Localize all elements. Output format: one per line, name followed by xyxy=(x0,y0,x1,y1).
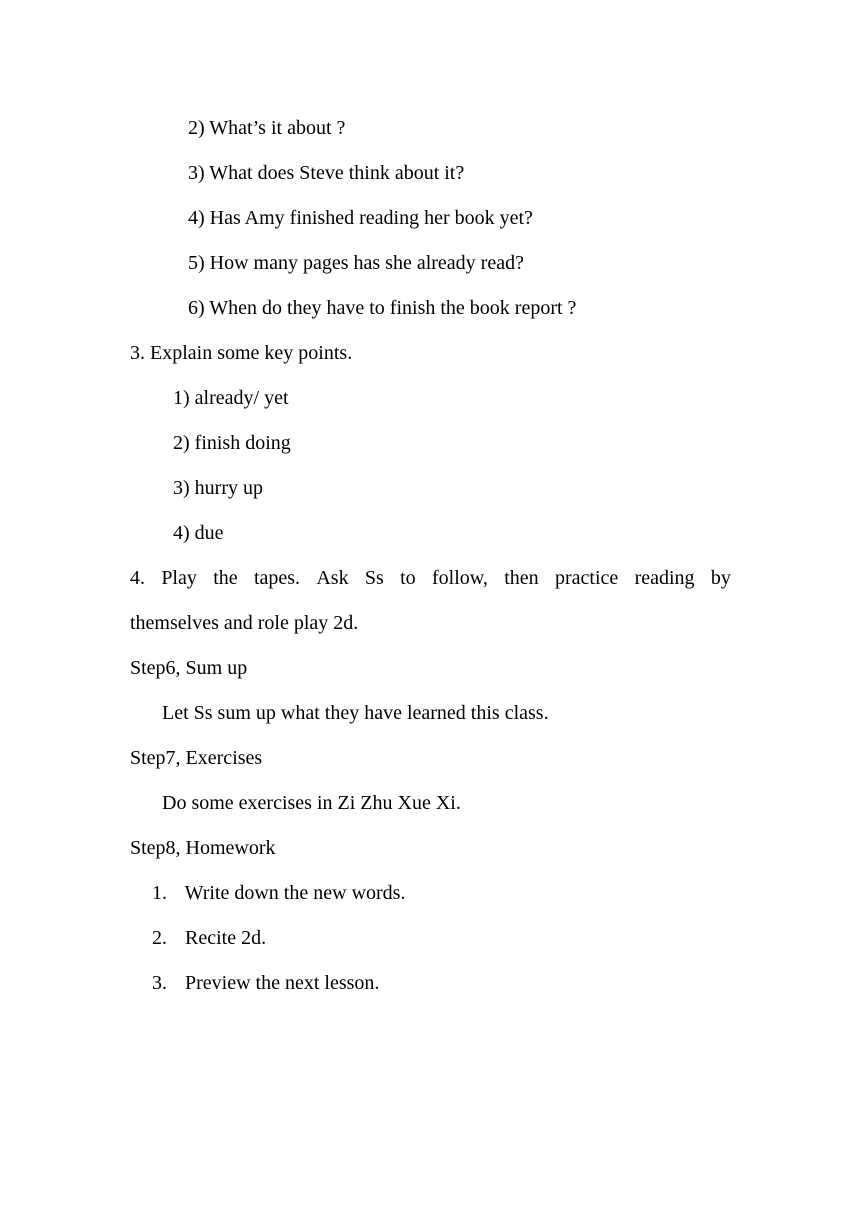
homework-item-number: 2. xyxy=(152,927,167,949)
question-item: 6) When do they have to finish the book report ? xyxy=(188,297,577,319)
homework-item-text: Recite 2d. xyxy=(185,927,267,949)
step3-heading: 3. Explain some key points. xyxy=(130,342,353,364)
step4-word: Ask xyxy=(316,567,349,589)
key-point-item: 2) finish doing xyxy=(173,432,291,454)
step4-word: to xyxy=(400,567,416,589)
step4-word: then xyxy=(504,567,539,589)
step7-heading: Step7, Exercises xyxy=(130,747,263,769)
step4-word: follow, xyxy=(431,567,488,589)
step4-word: the xyxy=(213,567,238,589)
homework-item-number: 3. xyxy=(152,972,167,994)
step4-word: practice xyxy=(554,567,619,589)
question-item: 3) What does Steve think about it? xyxy=(188,162,465,184)
step4-word: reading xyxy=(634,567,695,589)
step4-word: tapes. xyxy=(253,567,301,589)
step4-line1 xyxy=(130,565,731,591)
homework-item xyxy=(152,970,379,996)
step4-word: 4. xyxy=(130,567,145,589)
step6-body: Let Ss sum up what they have learned this class. xyxy=(162,702,549,724)
step4-line2: themselves and role play 2d. xyxy=(130,612,359,634)
question-item: 4) Has Amy finished reading her book yet? xyxy=(188,207,533,229)
step7-body: Do some exercises in Zi Zhu Xue Xi. xyxy=(162,792,461,814)
homework-item xyxy=(152,925,266,951)
homework-item-number: 1. xyxy=(152,882,167,904)
key-point-item: 3) hurry up xyxy=(173,477,263,499)
step8-heading: Step8, Homework xyxy=(130,837,276,859)
key-point-item: 4) due xyxy=(173,522,224,544)
key-point-item: 1) already/ yet xyxy=(173,387,289,409)
step4-word: Play xyxy=(161,567,197,589)
step6-heading: Step6, Sum up xyxy=(130,657,248,679)
question-item: 2) What’s it about ? xyxy=(188,117,346,139)
homework-item xyxy=(152,880,405,906)
question-item: 5) How many pages has she already read? xyxy=(188,252,524,274)
step4-word: by xyxy=(710,567,731,589)
homework-item-text: Preview the next lesson. xyxy=(185,972,380,994)
step4-word: Ss xyxy=(364,567,384,589)
homework-item-text: Write down the new words. xyxy=(184,882,406,904)
